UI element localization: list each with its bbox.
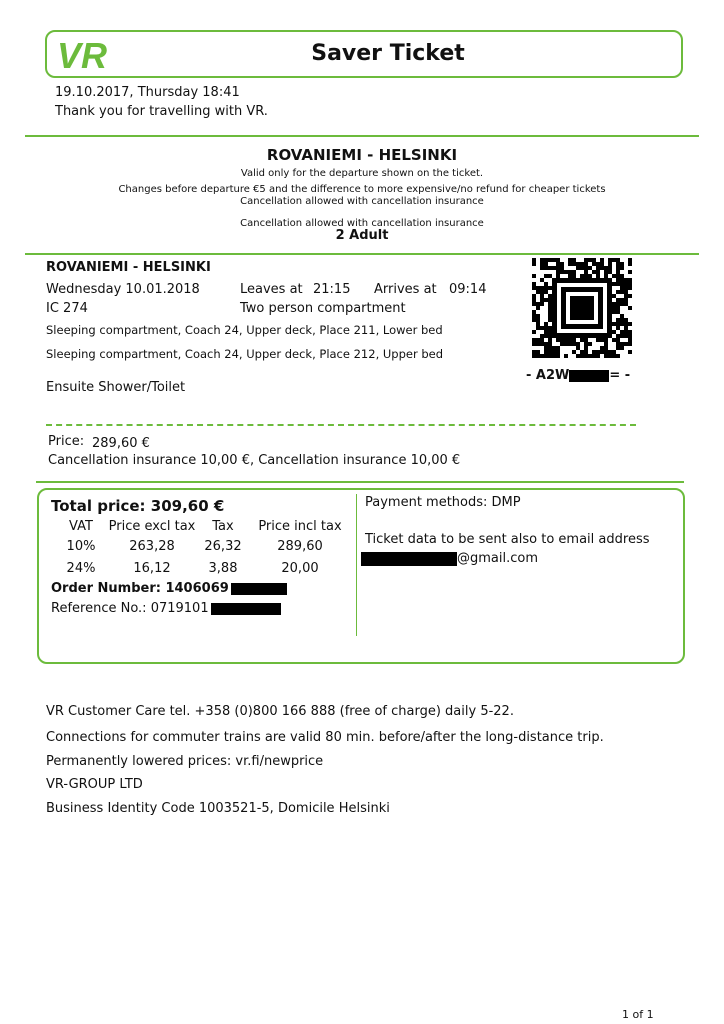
extra-service: Ensuite Shower/Toilet	[46, 380, 186, 395]
payment-methods: Payment methods: DMP	[365, 495, 521, 510]
table-cell: 24%	[66, 560, 96, 576]
vat-table-header	[60, 519, 356, 534]
divider	[25, 253, 699, 255]
table-row	[60, 534, 356, 558]
total-price: Total price: 309,60 €	[51, 497, 225, 515]
footer-line: VR-GROUP LTD	[46, 777, 143, 792]
compartment-type: Two person compartment	[240, 301, 406, 316]
table-cell: 3,88	[208, 560, 238, 576]
thank-you-text: Thank you for travelling with VR.	[55, 104, 268, 119]
code-suffix: = -	[609, 368, 631, 383]
page-number: 1 of 1	[622, 1008, 654, 1021]
ticket-title: Saver Ticket	[311, 41, 465, 66]
arrives-label: Arrives at	[374, 282, 437, 297]
seat-place: Sleeping compartment, Coach 24, Upper deck, Place 211, Lower bed	[46, 323, 443, 337]
redaction-bar	[361, 552, 457, 566]
leaves-label: Leaves at	[240, 282, 303, 297]
divider	[36, 481, 684, 483]
leaves-time: 21:15	[313, 282, 351, 297]
vat-header: Tax	[212, 519, 234, 534]
seat-place: Sleeping compartment, Coach 24, Upper deck, Place 212, Upper bed	[46, 347, 444, 361]
ticket-barcode	[532, 258, 632, 358]
insurance-line: Cancellation insurance 10,00 €, Cancellation insurance 10,00 €	[48, 453, 461, 468]
column-separator	[356, 494, 357, 636]
table-row	[60, 558, 356, 578]
ticket-code	[526, 368, 630, 383]
cancel-note: Cancellation allowed with cancellation insurance	[240, 196, 484, 207]
passengers: 2 Adult	[335, 228, 389, 243]
table-cell: 16,12	[133, 560, 171, 576]
train-number: IC 274	[46, 301, 88, 316]
logo-text: VR	[57, 38, 108, 72]
table-cell: 289,60	[277, 538, 323, 554]
cancel-note: Cancellation allowed with cancellation insurance	[240, 218, 484, 229]
footer-line: Permanently lowered prices: vr.fi/newprice	[46, 754, 324, 769]
journey-route: ROVANIEMI - HELSINKI	[46, 260, 211, 275]
route-heading: ROVANIEMI - HELSINKI	[266, 146, 458, 164]
table-cell: 20,00	[281, 560, 319, 576]
vat-header: Price excl tax	[108, 519, 196, 534]
redaction-bar	[211, 603, 281, 615]
dashed-divider	[46, 424, 636, 426]
email-suffix: @gmail.com	[457, 551, 539, 566]
changes-note: Changes before departure €5 and the difference to more expensive/no refund for cheaper tickets	[118, 184, 606, 195]
valid-note: Valid only for the departure shown on the ticket.	[240, 168, 484, 179]
table-cell: 10%	[66, 538, 96, 554]
price-value: 289,60 €	[92, 436, 150, 451]
redaction-bar	[569, 370, 609, 382]
journey-date: Wednesday 10.01.2018	[46, 282, 200, 297]
footer-line: VR Customer Care tel. +358 (0)800 166 888 (free of charge) daily 5-22.	[46, 704, 514, 719]
code-prefix: - A2W	[526, 368, 570, 383]
footer-line: Business Identity Code 1003521-5, Domicile Helsinki	[46, 801, 390, 816]
issue-datetime: 19.10.2017, Thursday 18:41	[55, 85, 240, 100]
table-cell: 26,32	[204, 538, 242, 554]
reference-label: Reference No.: 0719101	[51, 601, 209, 616]
vat-header: Price incl tax	[258, 519, 342, 534]
divider	[25, 135, 699, 137]
redaction-bar	[231, 583, 287, 595]
email-address	[361, 551, 538, 566]
order-number-label: Order Number: 1406069	[51, 581, 229, 596]
reference-number	[51, 601, 281, 616]
price-label: Price:	[48, 434, 85, 449]
footer-line: Connections for commuter trains are valid 80 min. before/after the long-distance trip.	[46, 730, 604, 745]
vat-header: VAT	[69, 519, 93, 534]
email-note: Ticket data to be sent also to email address	[365, 532, 650, 547]
order-number	[51, 581, 287, 596]
vat-table	[60, 519, 356, 578]
arrives-time: 09:14	[449, 282, 487, 297]
table-cell: 263,28	[129, 538, 175, 554]
